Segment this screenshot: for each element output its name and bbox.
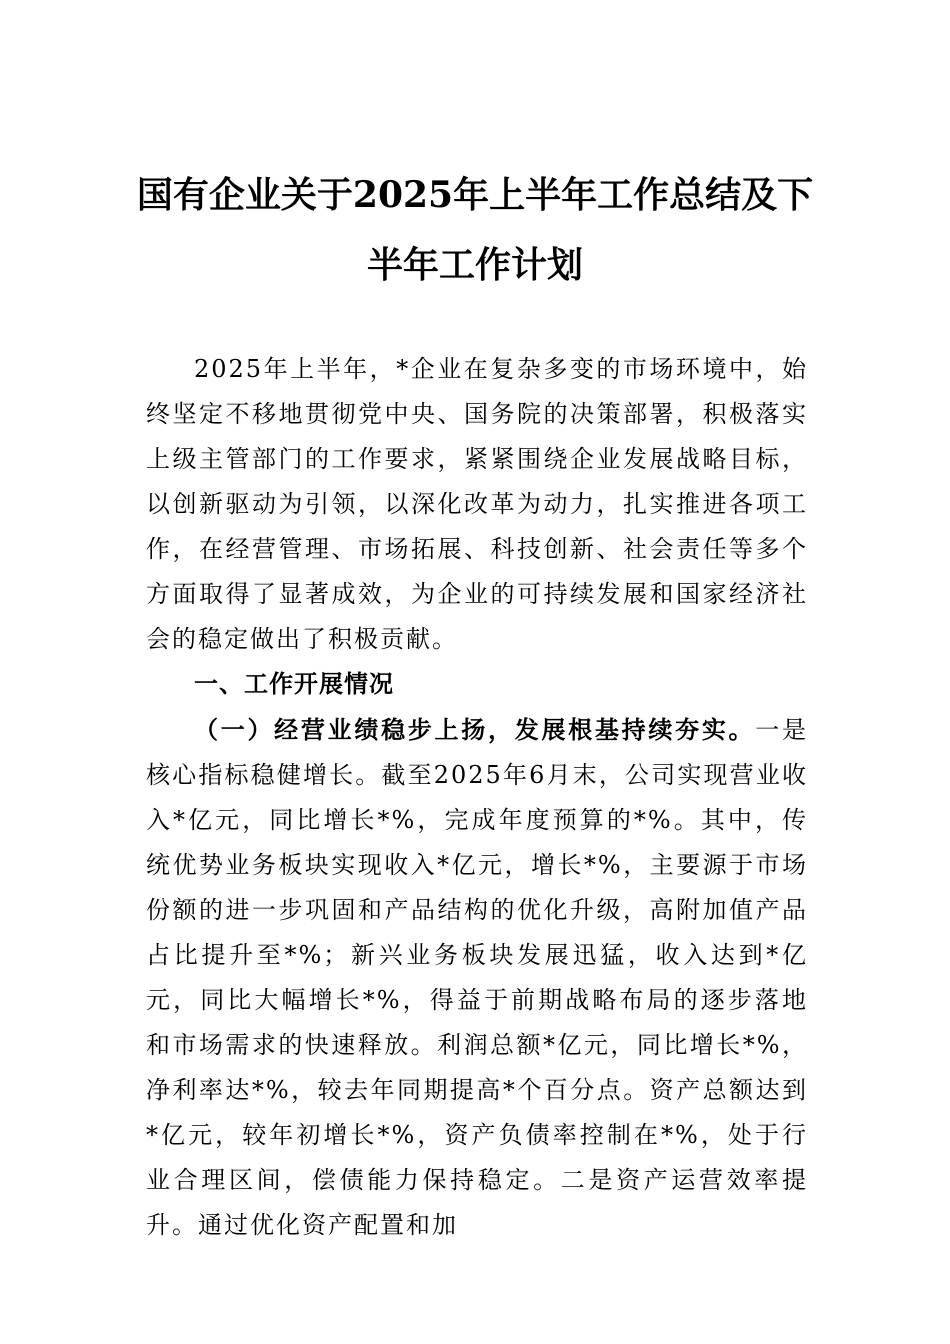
intro-paragraph: 2025年上半年，*企业在复杂多变的市场环境中，始终坚定不移地贯彻党中央、国务院的决策部署，积极落实上级主管部门的工作要求，紧紧围绕企业发展战略目标，以创新驱动为引领，以深化改革为动力，扎实推进各项工作，在经营管理、市场拓展、科技创新、社会责任等多个方面取得了显著成效，为企业的可持续发展和国家经济社会的稳定做出了积极贡献。	[146, 355, 808, 653]
document-body	[146, 347, 808, 1248]
document-title-line-1: 国有企业关于2025年上半年工作总结及下	[136, 174, 814, 216]
subsection-paragraph-operating-performance	[146, 707, 808, 1248]
subsection-heading-operating-performance: （一）经营业绩稳步上扬，发展根基持续夯实。	[194, 715, 756, 744]
document-title	[130, 160, 820, 300]
document-title-line-2: 半年工作计划	[366, 244, 583, 286]
section-heading-work-status: 一、工作开展情况	[194, 670, 394, 698]
subsection-body-operating-performance: 一是核心指标稳健增长。截至2025年6月末，公司实现营业收入*亿元，同比增长*%，完成年度预算的*%。其中，传统优势业务板块实现收入*亿元，增长*%，主要源于市场份额的进一步巩固和产品结构的优化升级，高附加值产品占比提升至*%；新兴业务板块发展迅猛，收入达到*亿元，同比大幅增长*%，得益于前期战略布局的逐步落地和市场需求的快速释放。利润总额*亿元，同比增长*%，净利率达*%，较去年同期提高*个百分点。资产总额达到*亿元，较年初增长*%，资产负债率控制在*%，处于行业合理区间，偿债能力保持稳定。二是资产运营效率提升。通过优化资产配置和加	[146, 716, 809, 1239]
